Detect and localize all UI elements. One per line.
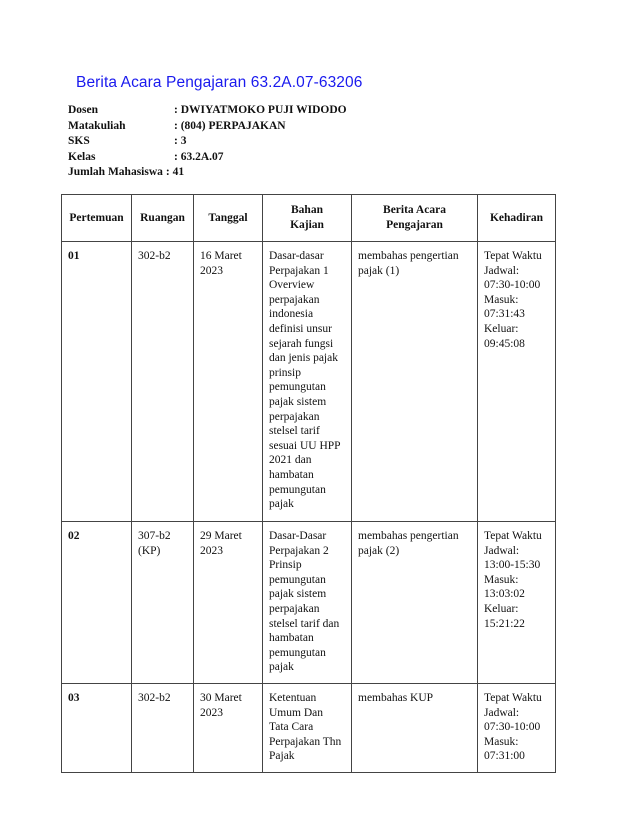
info-row-jumlah-mahasiswa bbox=[68, 165, 347, 181]
header-tanggal: Tanggal bbox=[194, 195, 263, 242]
cell-tanggal: 30 Maret 2023 bbox=[194, 683, 263, 772]
info-row-sks bbox=[68, 134, 347, 150]
info-row-kelas bbox=[68, 150, 347, 166]
header-bahan-kajian: Bahan Kajian bbox=[263, 195, 352, 242]
info-value: : 41 bbox=[165, 166, 185, 178]
cell-bahan-kajian: Ketentuan Umum Dan Tata Cara Perpajakan Thn Pajak bbox=[263, 683, 352, 772]
cell-kehadiran: Tepat Waktu Jadwal: 07:30-10:00 Masuk: 07:31:00 bbox=[478, 683, 556, 772]
cell-ruangan: 302-b2 bbox=[132, 242, 194, 522]
table-row bbox=[62, 683, 556, 772]
cell-tanggal: 29 Maret 2023 bbox=[194, 522, 263, 684]
info-label: Matakuliah bbox=[68, 119, 126, 132]
header-kehadiran: Kehadiran bbox=[478, 195, 556, 242]
info-label: Dosen bbox=[68, 104, 99, 116]
page-title: Berita Acara Pengajaran 63.2A.07-63206 bbox=[76, 74, 363, 91]
cell-tanggal: 16 Maret 2023 bbox=[194, 242, 263, 522]
info-row-dosen bbox=[68, 103, 347, 119]
cell-ruangan: 302-b2 bbox=[132, 683, 194, 772]
cell-kehadiran: Tepat Waktu Jadwal: 13:00-15:30 Masuk: 13:03:02 Keluar: 15:21:22 bbox=[478, 522, 556, 684]
attendance-table bbox=[61, 194, 556, 773]
cell-kehadiran: Tepat Waktu Jadwal: 07:30-10:00 Masuk: 07:31:43 Keluar: 09:45:08 bbox=[478, 242, 556, 522]
cell-berita-acara: membahas pengertian pajak (1) bbox=[352, 242, 478, 522]
header-pertemuan: Pertemuan bbox=[62, 195, 132, 242]
table-header-row bbox=[62, 195, 556, 242]
info-label: Kelas bbox=[68, 150, 96, 163]
info-value: : (804) PERPAJAKAN bbox=[174, 119, 286, 132]
header-ruangan: Ruangan bbox=[132, 195, 194, 242]
info-row-matakuliah bbox=[68, 119, 347, 135]
cell-bahan-kajian: Dasar-Dasar Perpajakan 2 Prinsip pemungutan pajak sistem perpajakan stelsel tarif dan hambatan pemungutan pajak bbox=[263, 522, 352, 684]
info-value: : 3 bbox=[174, 135, 187, 147]
cell-berita-acara: membahas KUP bbox=[352, 683, 478, 772]
cell-bahan-kajian: Dasar-dasar Perpajakan 1 Overview perpajakan indonesia definisi unsur sejarah fungsi dan jenis pajak prinsip pemungutan pajak sistem perpajakan stelsel tarif sesuai UU HPP 2021 dan hambatan pemungutan pajak bbox=[263, 242, 352, 522]
header-berita-acara: Berita Acara Pengajaran bbox=[352, 195, 478, 242]
cell-pertemuan: 01 bbox=[62, 242, 132, 522]
table-row bbox=[62, 522, 556, 684]
info-value: : DWIYATMOKO PUJI WIDODO bbox=[174, 104, 347, 116]
info-label: SKS bbox=[68, 135, 90, 147]
table-row bbox=[62, 242, 556, 522]
cell-pertemuan: 02 bbox=[62, 522, 132, 684]
info-value: : 63.2A.07 bbox=[174, 150, 224, 163]
cell-pertemuan: 03 bbox=[62, 683, 132, 772]
info-label: Jumlah Mahasiswa bbox=[68, 166, 163, 178]
cell-ruangan: 307-b2 (KP) bbox=[132, 522, 194, 684]
cell-berita-acara: membahas pengertian pajak (2) bbox=[352, 522, 478, 684]
course-info bbox=[68, 103, 347, 181]
